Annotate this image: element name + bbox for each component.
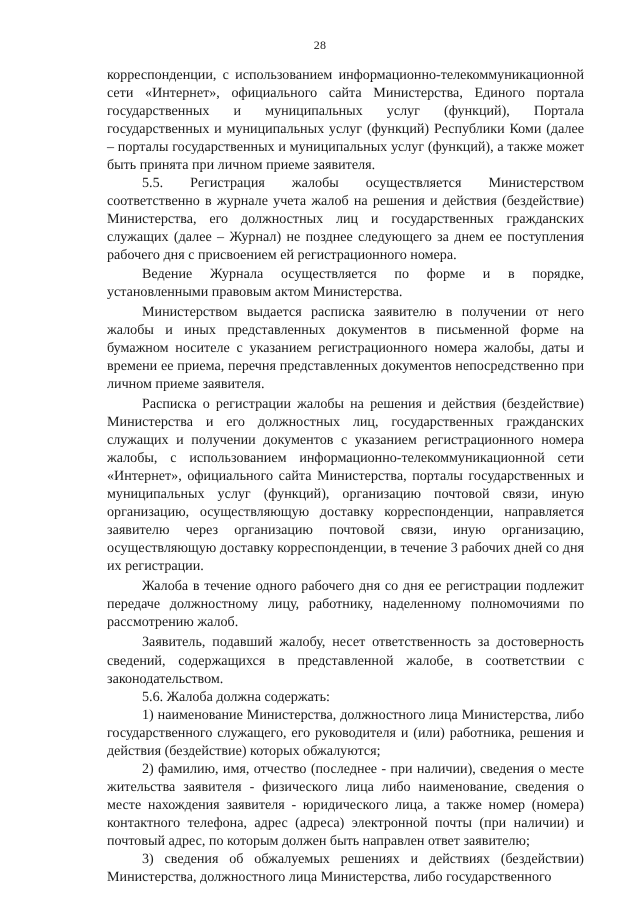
paragraph-10: 2) фамилию, имя, отчество (последнее - при наличии), сведения о месте жительства заявителя - физического лица либо наименование, сведения о месте нахождения заявителя - юридического лица, а также номер (номера) контактного телефона, адрес (адреса) электронной почты (при наличии) и почтовый адрес, по которым должен быть направлен ответ заявителю;	[107, 760, 584, 849]
paragraph-9: 1) наименование Министерства, должностного лица Министерства, либо государственного служащего, его руководителя и (или) работника, решения и действия (бездействие) которых обжалуются;	[107, 706, 584, 759]
paragraph-1: корреспонденции, с использованием информационно-телекоммуникационной сети «Интернет», официального сайта Министерства, Единого портала государственных и муниципальных услуг (функций), Портала государственных и муниципальных услуг (функций) Республики Коми (далее – порталы государственных и муниципальных услуг (функций), а также может быть принята при личном приеме заявителя.	[107, 67, 584, 174]
paragraph-2: 5.5. Регистрация жалобы осуществляется Министерством соответственно в журнале учета жалоб на решения и действия (бездействие) Министерства, его должностных лиц и государственных гражданских служащих (далее – Журнал) не позднее следующего за днем ее поступления рабочего дня с присвоением ей регистрационного номера.	[107, 175, 584, 264]
paragraph-3: Ведение Журнала осуществляется по форме и в порядке, установленными правовым актом Министерства.	[107, 265, 584, 300]
paragraph-6: Жалоба в течение одного рабочего дня со дня ее регистрации подлежит передаче должностному лицу, работнику, наделенному полномочиями по рассмотрению жалоб.	[107, 578, 584, 631]
paragraph-8: 5.6. Жалоба должна содержать:	[142, 688, 330, 705]
paragraph-5: Расписка о регистрации жалобы на решения и действия (бездействие) Министерства и его должностных лиц, государственных гражданских служащих и получении документов с указанием регистрационного номера жалобы, с использованием информационно-телекоммуникационной сети «Интернет», официального сайта Министерства, порталы государственных и муниципальных услуг (функций), организацию почтовой связи, иную организацию, осуществляющую доставку корреспонденции, направляется заявителю через организацию почтовой связи, иную организацию, осуществляющую доставку корреспонденции, в течение 3 рабочих дней со дня их регистрации.	[107, 395, 584, 575]
paragraph-7: Заявитель, подавший жалобу, несет ответственность за достоверность сведений, содержащихся в представленной жалобе, в соответствии с законодательством.	[107, 634, 584, 687]
paragraph-11: 3) сведения об обжалуемых решениях и действиях (бездействии) Министерства, должностного лица Министерства, либо государственного	[107, 851, 584, 886]
paragraph-4: Министерством выдается расписка заявителю в получении от него жалобы и иных представленных документов в письменной форме на бумажном носителе с указанием регистрационного номера жалобы, даты и времени ее приема, перечня представленных документов непосредственно при личном приеме заявителя.	[107, 303, 584, 392]
page-number: 28	[313, 38, 327, 52]
document-body	[107, 66, 584, 886]
